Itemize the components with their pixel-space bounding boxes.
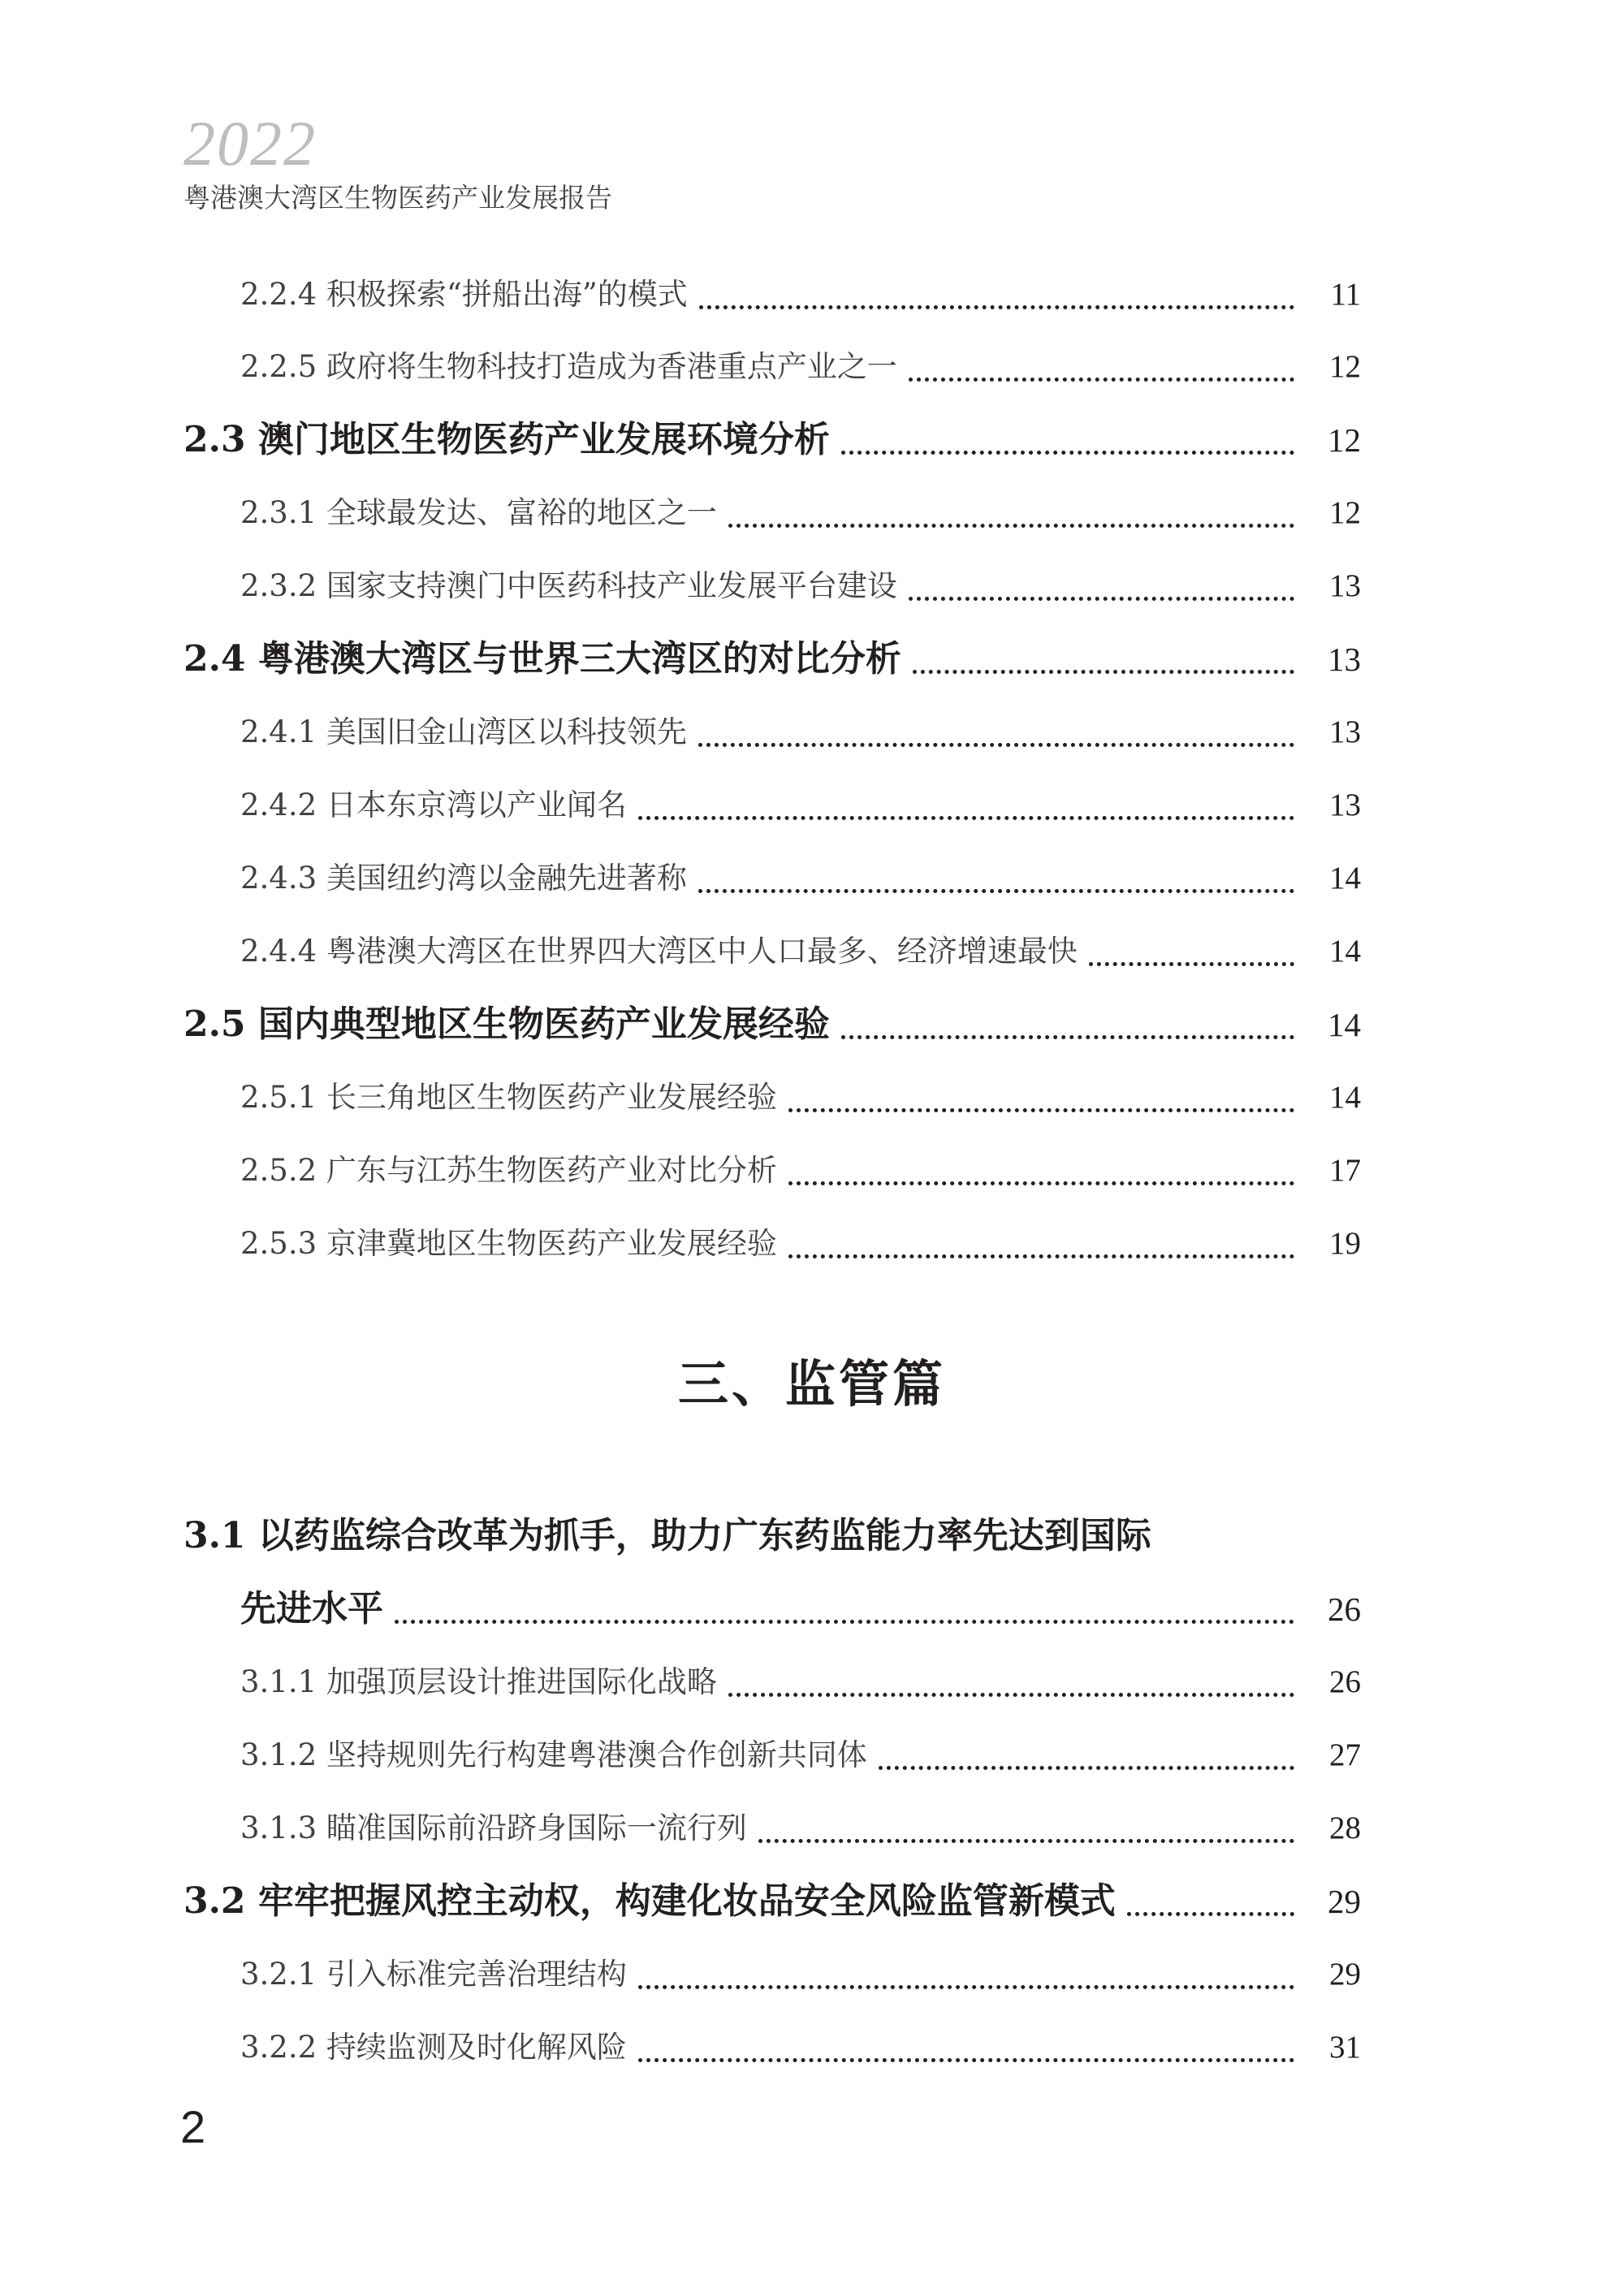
toc-entry-title: 2.2.5 政府将生物科技打造成为香港重点产业之一 [240, 349, 897, 384]
toc-entry-title: 2.2.4 积极探索“拼船出海”的模式 [240, 277, 688, 312]
toc-entry-2-3-1[interactable] [0, 489, 1361, 537]
dot-leader [699, 305, 1294, 309]
toc-entry-page: 11 [1330, 277, 1361, 312]
dot-leader [728, 1693, 1294, 1697]
toc-entry-page: 14 [1329, 934, 1361, 969]
toc-entry-page: 14 [1329, 1080, 1361, 1115]
dot-leader [788, 1108, 1294, 1112]
toc-entry-page: 31 [1329, 2030, 1361, 2065]
dot-leader [913, 670, 1294, 674]
dot-leader [638, 1985, 1294, 1989]
header-year: 2022 [184, 108, 317, 179]
toc-entry-2-4-1[interactable] [0, 708, 1361, 757]
toc-entry-2-5-3[interactable] [0, 1219, 1361, 1268]
toc-entry-title: 2.5.1 长三角地区生物医药产业发展经验 [240, 1080, 777, 1115]
dot-leader [909, 597, 1294, 601]
toc-entry-2-5[interactable] [0, 1000, 1361, 1049]
toc-entry-title: 2.3.2 国家支持澳门中医药科技产业发展平台建设 [240, 568, 897, 603]
toc-entry-title: 2.5.3 京津冀地区生物医药产业发展经验 [240, 1226, 777, 1261]
toc-entry-page: 28 [1329, 1811, 1361, 1845]
toc-entry-2-4[interactable] [0, 635, 1361, 684]
toc-entry-page: 29 [1329, 1957, 1361, 1992]
toc-entry-title: 3.1.3 瞄准国际前沿跻身国际一流行列 [240, 1811, 747, 1845]
toc-entry-title: 3.2.2 持续监测及时化解风险 [240, 2030, 627, 2065]
dot-leader [841, 1035, 1294, 1039]
toc-entry-3-2-1[interactable] [0, 1950, 1361, 1999]
toc-entry-page: 12 [1329, 349, 1361, 384]
dot-leader [788, 1254, 1294, 1258]
dot-leader [698, 889, 1294, 893]
dot-leader [1127, 1912, 1294, 1916]
dot-leader [698, 743, 1294, 747]
toc-entry-title: 2.4.2 日本东京湾以产业闻名 [240, 788, 627, 822]
dot-leader [638, 816, 1294, 820]
toc-entry-2-4-3[interactable] [0, 854, 1361, 903]
toc-entry-title: 2.4.1 美国旧金山湾区以科技领先 [240, 714, 687, 749]
toc-entry-3-2-2[interactable] [0, 2023, 1361, 2072]
toc-entry-title: 2.3.1 全球最发达、富裕的地区之一 [240, 495, 717, 530]
toc-entry-2-5-1[interactable] [0, 1073, 1361, 1122]
dot-leader [728, 524, 1294, 528]
toc-entry-title: 2.3 澳门地区生物医药产业发展环境分析 [184, 419, 830, 460]
toc-entry-page: 17 [1329, 1153, 1361, 1188]
toc-entry-title: 2.5.2 广东与江苏生物医药产业对比分析 [240, 1153, 777, 1188]
toc-entry-title: 3.2 牢牢把握风控主动权，构建化妆品安全风险监管新模式 [184, 1880, 1116, 1922]
toc-entry-2-4-2[interactable] [0, 781, 1361, 830]
toc-entry-page: 13 [1328, 641, 1361, 678]
toc-entry-page: 14 [1328, 1006, 1361, 1043]
toc-entry-page: 19 [1329, 1226, 1361, 1261]
toc-entry-page: 13 [1329, 788, 1361, 822]
toc-entry-title: 3.1.2 坚持规则先行构建粤港澳合作创新共同体 [240, 1737, 867, 1772]
toc-entry-3-1-2[interactable] [0, 1731, 1361, 1780]
toc-entry-title: 2.4 粤港澳大湾区与世界三大湾区的对比分析 [184, 638, 901, 680]
header-report-title: 粤港澳大湾区生物医药产业发展报告 [184, 182, 612, 214]
toc-entry-page: 12 [1328, 421, 1361, 459]
toc-entry-3-1-line1[interactable]: 3.1 以药监综合改革为抓手，助力广东药监能力率先达到国际 [184, 1515, 1151, 1556]
toc-entry-3-2[interactable] [0, 1877, 1361, 1926]
toc-entry-2-2-5[interactable] [0, 343, 1361, 391]
toc-entry-page: 27 [1329, 1737, 1361, 1772]
toc-entry-3-1[interactable] [0, 1585, 1361, 1634]
toc-entry-2-3-2[interactable] [0, 562, 1361, 611]
dot-leader [1089, 962, 1294, 966]
toc-entry-title: 2.4.4 粤港澳大湾区在世界四大湾区中人口最多、经济增速最快 [240, 934, 1078, 969]
toc-entry-page: 13 [1329, 568, 1361, 603]
dot-leader [758, 1839, 1294, 1843]
dot-leader [879, 1766, 1294, 1770]
toc-entry-page: 13 [1329, 714, 1361, 749]
toc-entry-page: 29 [1328, 1883, 1361, 1920]
toc-entry-title: 3.2.1 引入标准完善治理结构 [240, 1957, 627, 1992]
toc-entry-title: 3.1.1 加强顶层设计推进国际化战略 [240, 1664, 717, 1699]
dot-leader [909, 378, 1294, 382]
toc-entry-title: 先进水平 [240, 1588, 383, 1629]
toc-entry-2-4-4[interactable] [0, 927, 1361, 976]
toc-entry-page: 12 [1329, 495, 1361, 530]
chapter-heading: 三、监管篇 [677, 1354, 946, 1414]
dot-leader [841, 451, 1294, 455]
toc-entry-3-1-3[interactable] [0, 1804, 1361, 1853]
page-number: 2 [180, 2101, 206, 2152]
toc-entry-2-5-2[interactable] [0, 1146, 1361, 1195]
toc-entry-page: 26 [1329, 1664, 1361, 1699]
dot-leader [638, 2058, 1294, 2062]
toc-entry-page: 14 [1329, 861, 1361, 896]
toc-entry-title: 2.4.3 美国纽约湾以金融先进著称 [240, 861, 687, 896]
toc-entry-2-3[interactable] [0, 416, 1361, 464]
toc-entry-title: 2.5 国内典型地区生物医药产业发展经验 [184, 1004, 830, 1045]
toc-entry-2-2-4[interactable] [0, 270, 1361, 319]
toc-entry-page: 26 [1328, 1591, 1361, 1628]
dot-leader [788, 1181, 1294, 1185]
dot-leader [395, 1620, 1294, 1624]
toc-entry-3-1-1[interactable] [0, 1658, 1361, 1707]
